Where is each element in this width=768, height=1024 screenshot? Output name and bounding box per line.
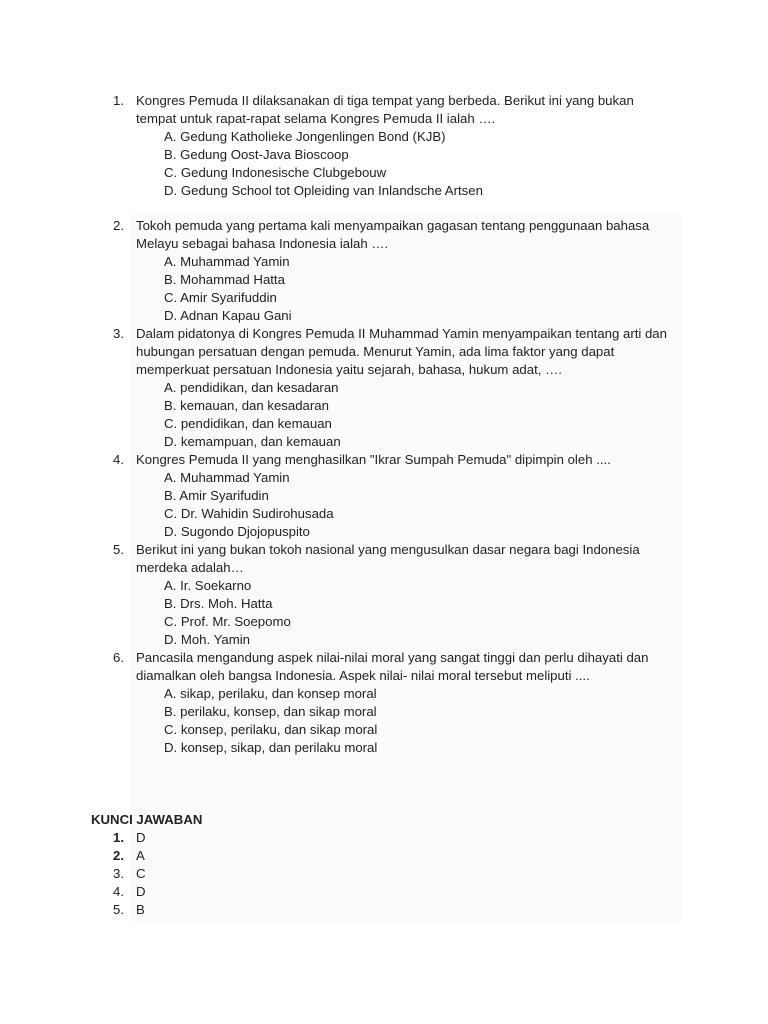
question-item xyxy=(0,217,768,325)
question-text-line: memperkuat persatuan Indonesia yaitu sejarah, bahasa, hukum adat, …. xyxy=(136,362,562,377)
answer-option: C. Dr. Wahidin Sudirohusada xyxy=(164,506,334,521)
question-text xyxy=(136,649,678,685)
answer-option: A. Muhammad Yamin xyxy=(164,470,290,485)
answer-option: D. Gedung School tot Opleiding van Inlandsche Artsen xyxy=(164,183,483,198)
question-text xyxy=(136,217,678,253)
question-number: 1. xyxy=(113,93,124,108)
question-text-line: Dalam pidatonya di Kongres Pemuda II Muhammad Yamin menyampaikan tentang arti dan xyxy=(136,326,667,341)
question-text-line: Berikut ini yang bukan tokoh nasional yang mengusulkan dasar negara bagi Indonesia xyxy=(136,542,640,557)
answer-option: B. Mohammad Hatta xyxy=(164,272,285,287)
answer-key-value: D xyxy=(136,830,146,845)
question-text-line: Pancasila mengandung aspek nilai-nilai moral yang sangat tinggi dan perlu dihayati dan xyxy=(136,650,649,665)
answer-option: D. Moh. Yamin xyxy=(164,632,250,647)
question-item xyxy=(0,451,768,541)
answer-key-value: A xyxy=(136,848,145,863)
question-item xyxy=(0,541,768,649)
answer-option: A. Gedung Katholieke Jongenlingen Bond (KJB) xyxy=(164,129,446,144)
question-text-line: Kongres Pemuda II dilaksanakan di tiga tempat yang berbeda. Berikut ini yang bukan xyxy=(136,93,634,108)
answer-option: A. pendidikan, dan kesadaran xyxy=(164,380,339,395)
question-item xyxy=(0,325,768,451)
answer-key-title: KUNCI JAWABAN xyxy=(91,812,203,827)
question-text xyxy=(136,92,678,128)
answer-option: B. Amir Syarifudin xyxy=(164,488,269,503)
question-text-line: Kongres Pemuda II yang menghasilkan "Ikrar Sumpah Pemuda" dipimpin oleh .... xyxy=(136,452,611,467)
question-text xyxy=(136,541,678,577)
answer-option: B. kemauan, dan kesadaran xyxy=(164,398,329,413)
answer-key-number: 4. xyxy=(113,884,124,899)
answer-option: D. kemampuan, dan kemauan xyxy=(164,434,341,449)
answer-option: A. Muhammad Yamin xyxy=(164,254,290,269)
question-number: 3. xyxy=(113,326,124,341)
answer-option: C. konsep, perilaku, dan sikap moral xyxy=(164,722,378,737)
answer-option: D. konsep, sikap, dan perilaku moral xyxy=(164,740,378,755)
question-item xyxy=(0,92,768,200)
question-text-line: hubungan persatuan dengan pemuda. Menurut Yamin, ada lima faktor yang dapat xyxy=(136,344,615,359)
answer-key-value: D xyxy=(136,884,146,899)
answer-option: C. Amir Syarifuddin xyxy=(164,290,277,305)
answer-key-number: 3. xyxy=(113,866,124,881)
question-number: 2. xyxy=(113,218,124,233)
answer-option: B. Drs. Moh. Hatta xyxy=(164,596,273,611)
question-number: 5. xyxy=(113,542,124,557)
answer-option: B. perilaku, konsep, dan sikap moral xyxy=(164,704,377,719)
answer-key-number: 1. xyxy=(113,830,124,845)
answer-option: C. pendidikan, dan kemauan xyxy=(164,416,332,431)
answer-key-value: B xyxy=(136,902,145,917)
question-text-line: diamalkan oleh bangsa Indonesia. Aspek nilai- nilai moral tersebut meliputi .... xyxy=(136,668,590,683)
question-text xyxy=(136,325,678,379)
answer-option: A. sikap, perilaku, dan konsep moral xyxy=(164,686,377,701)
question-number: 4. xyxy=(113,452,124,467)
answer-key-number: 2. xyxy=(113,848,124,863)
answer-option: D. Sugondo Djojopuspito xyxy=(164,524,310,539)
question-text xyxy=(136,451,678,469)
question-text-line: merdeka adalah… xyxy=(136,560,244,575)
answer-option: A. Ir. Soekarno xyxy=(164,578,252,593)
question-text-line: Tokoh pemuda yang pertama kali menyampaikan gagasan tentang penggunaan bahasa xyxy=(136,218,650,233)
answer-key-number: 5. xyxy=(113,902,124,917)
question-item xyxy=(0,649,768,757)
answer-option: C. Prof. Mr. Soepomo xyxy=(164,614,291,629)
answer-option: D. Adnan Kapau Gani xyxy=(164,308,292,323)
answer-key-value: C xyxy=(136,866,146,881)
question-number: 6. xyxy=(113,650,124,665)
answer-option: B. Gedung Oost-Java Bioscoop xyxy=(164,147,349,162)
question-text-line: tempat untuk rapat-rapat selama Kongres Pemuda II ialah …. xyxy=(136,111,496,126)
answer-option: C. Gedung Indonesische Clubgebouw xyxy=(164,165,387,180)
question-text-line: Melayu sebagai bahasa Indonesia ialah …. xyxy=(136,236,389,251)
